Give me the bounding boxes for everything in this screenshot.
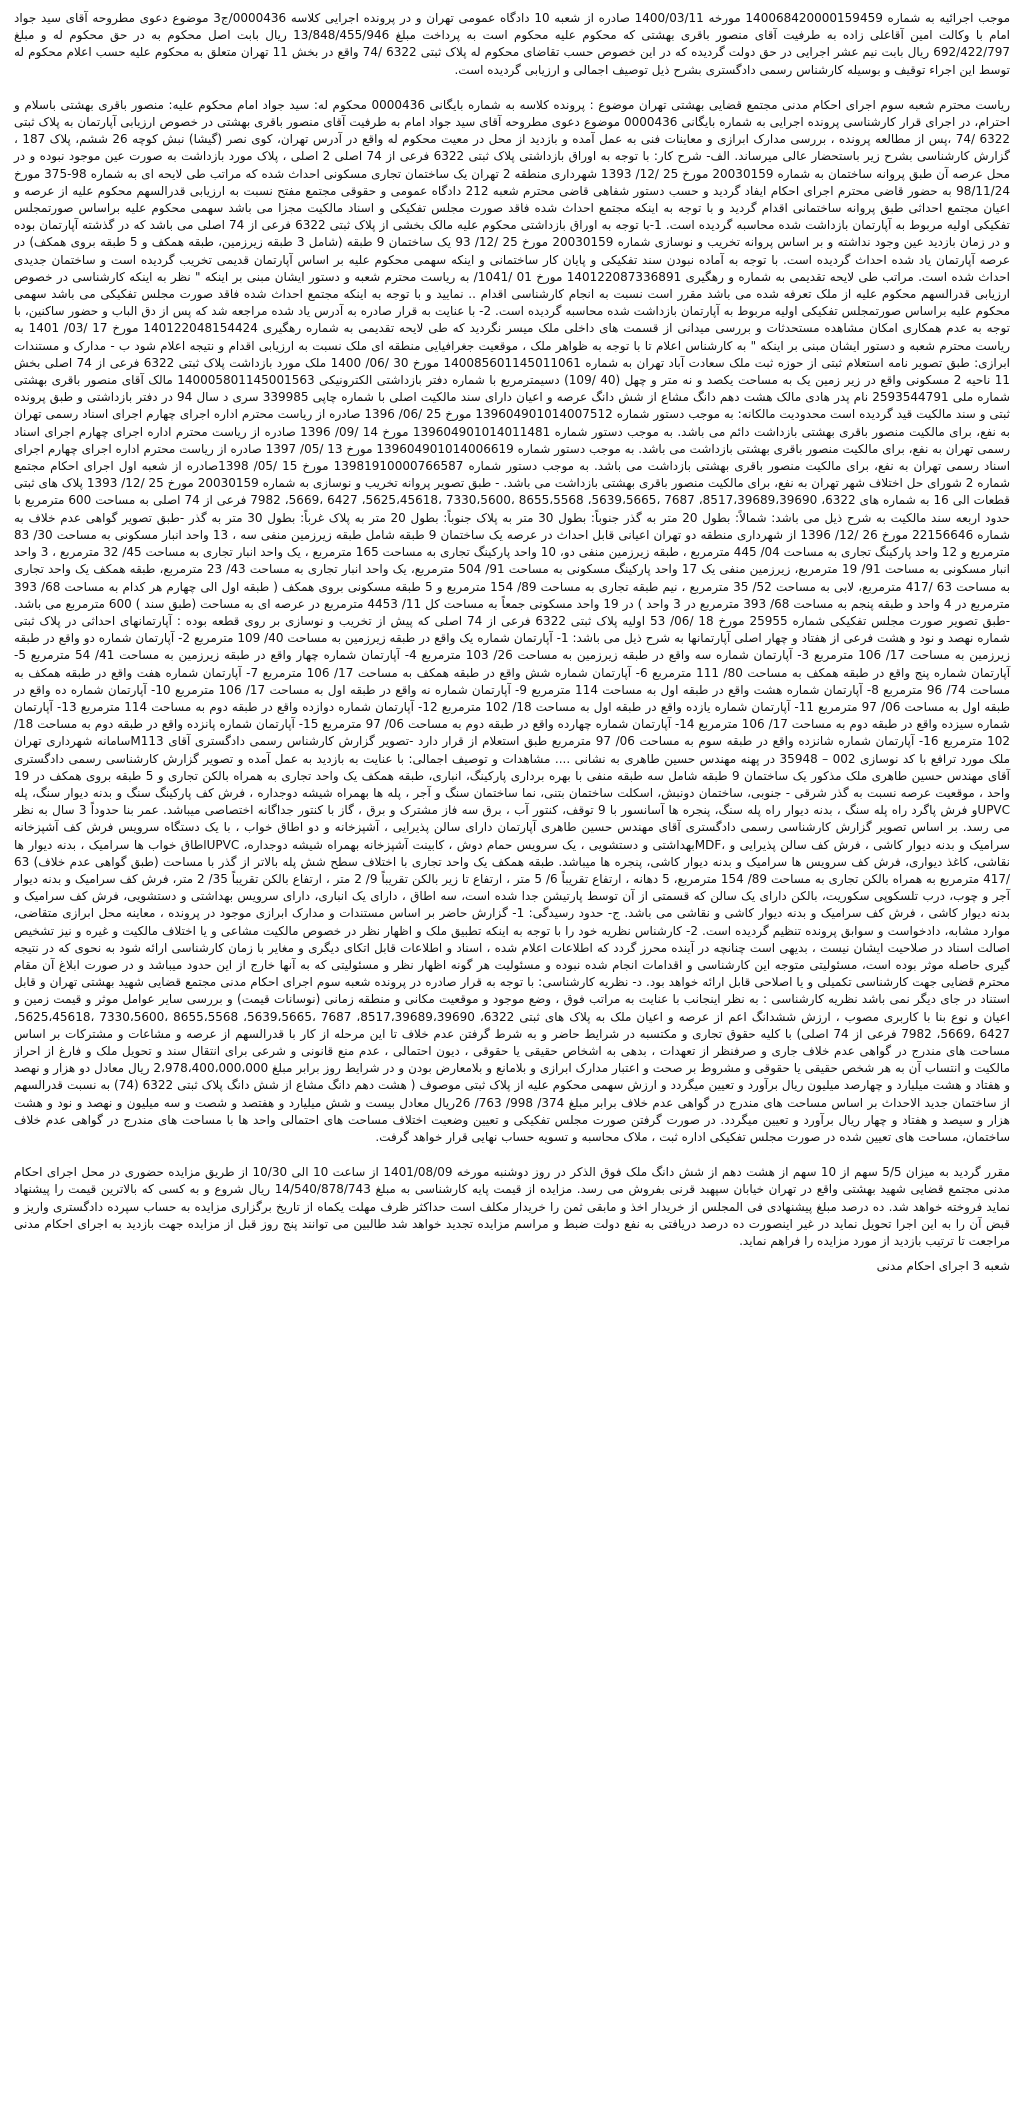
auction-terms-paragraph: مقرر گردید به میزان 5/5 سهم از 10 سهم از هشت دهم از شش دانگ ملک فوق الذکر در روز دوشنبه مورخه 1401/08/09 از ساعت 10 الی 10/30 از طریق مزایده حضوری در محل اجرای احکام مدنی مجتمع قضایی شهید بهشتی واقع در تهران خیابان سپهبد قرنی بفروش می رسد. مزایده از قیمت پایه کارشناسی به مبلغ 14/540/878/743 ریال شروع و به کسی که بالاترین قیمت را پیشنهاد نماید فروخته خواهد شد. ده درصد مبلغ پیشنهادی فی المجلس از خریدار اخذ و مابقی ثمن را خریدار مکلف است حداکثر ظرف مهلت یکماه از تاریخ برگزاری مزایده به حساب سپرده دادگستری واریز و قبض آن را به این اجرا تحویل نماید در غیر اینصورت ده درصد دریافتی به نفع دولت ضبط و مراسم مزایده تجدید خواهد شد طالبین می توانند پنج روز قبل از مزایده جهت بازدید به اجرای احکام مدنی مراجعت تا ترتیب بازدید از مورد مزایده را فراهم نماید.: [14, 1165, 1011, 1249]
expert-report-paragraph: ریاست محترم شعبه سوم اجرای احکام مدنی مجتمع قضایی بهشتی تهران موضوع : پرونده کلاسه به شماره بایگانی 0000436 محکوم له: سید جواد امام محکوم علیه: منصور باقری بهشتی باسلام و احترام، در اجرای قرار کارشناسی پرونده اجرایی به شماره بایگانی 0000436 موضوع دعوی مطروحه آقای سید جواد امام به طرفیت آقای منصور باقری بهشتی در خصوص ارزیابی آپارتمان به پلاک ثبتی 6322 /74 ،پس از مطالعه پرونده ، بررسی مدارک ابرازی و معاینات فنی به عمل آمده و بازدید از محل در معیت محکوم له واقع در آدرس تهران، کوی نصر (گیشا) نبش کوچه 26 ششم، پلاک 187 ، گزارش کارشناسی بشرح زیر باستحضار عالی میرساند. الف- شرح کار: با توجه به اوراق بازداشتی پلاک ثبتی 6322 فرعی از 74 اصلی 2 اصلی ، پلاک مورد بازداشت به صورت عین موجود نبوده و در محل عرصه آن طبق پروانه ساختمان به شماره 20030159 مورخ 25 /12/ 1393 شهرداری منطقه 2 تهران یک ساختمان تجاری مسکونی احداث شده که مراتب طی لایحه ای به شماره 98-375 مورخ 98/11/24 به حضور قاضی محترم اجرای احکام ایفاد گردید و حسب دستور شفاهی قاضی محترم شعبه 212 دادگاه عمومی و حقوقی مجتمع مفتح نسبت به ارزیابی قدرالسهم محکوم علیه از عرصه و اعیان مجتمع احداثی طبق پروانه ساختمانی اقدام گردید و با توجه به اینکه مجتمع احداث شده فاقد صورت مجلس تفکیکی و اسناد مالکیت مجزا می باشد سهمی محکوم علیه براساس صورتمجلس تفکیکی اولیه مربوط به آپارتمان بازداشت شده محاسبه گردیده است. 1-با توجه به اوراق بازداشتی محکوم علیه مالک بخشی از پلاک ثبتی 6322 فرعی از 74 اصلی می باشد که در گذشته آپارتمان بوده و در زمان بازدید عین وجود نداشته و بر اساس پروانه تخریب و نوسازی شماره 20030159 مورخ 25 /12/ 93 یک ساختمان 9 طبقه (شامل 3 طبقه زیرزمین، طبقه همکف و 5 طبقه بروی همکف) در عرصه آپارتمان یاد شده احداث گردیده است. با توجه به آماده نبودن سند تفکیکی و پایان کار ساختمانی و اینکه سهمی محکوم علیه بر اساس آپارتمان قدیمی تخریب گردیده است و ساختمان جدیدی احداث شده است. مراتب طی لایحه تقدیمی به شماره و رهگیری 140122087336891 مورخ 01 /1041/ به ریاست محترم شعبه و دستور ایشان مبنی بر اینکه " نظر به اینکه کارشناسی در خصوص ارزیابی قدرالسهم محکوم علیه از ملک تعرفه شده می باشد مقرر است نسبت به انجام کارشناسی اقدام .. نمایید و با توجه به اینکه مجتمع احداث شده فاقد صورت مجلس تفکیکی می باشد سهمی محکوم علیه براساس صورتمجلس تفکیکی اولیه مربوط به آپارتمان بازداشت شده محاسبه گردیده است. 2- با عنایت به قرار صادره به آدرس یاد شده مراجعه شد که پس از دق الباب و حضور ساکنین، با توجه به عدم همکاری امکان مشاهده مستحدثات و بررسی میدانی از قسمت های داخلی ملک میسر نگردید که طی لایحه تقدیمی به شماره رهگیری 140122048154424 مورخ 17 /03/ 1401 به ریاست محترم شعبه و دستور ایشان مبنی بر اینکه " به کارشناس اعلام تا با توجه به ظواهر ملک ، موقعیت جغرافیایی منطقه ای ملک نسبت به ارزیابی اقدام و نتیجه اعلام شود ب - مدارک و مستندات ابرازی: طبق تصویر نامه استعلام ثبتی از حوزه ثبت ملک سعادت آباد تهران به شماره 140085601145011061 مورخ 30 /06/ 1400 ملک مورد بازداشت پلاک ثبتی 6322 فرعی از 74 اصلی بخش 11 ناحیه 2 مسکونی واقع در زیر زمین یک به مساحت یکصد و نه متر و چهل (40 /109) دسیمترمربع با شماره دفتر بازداشتی الکترونیکی 140005801145001563 مالک آقای منصور باقری بهشتی شماره ملی 2593544791 نام پدر هادی مالک هشت دهم دانگ مشاع از شش دانگ عرصه و اعیان دارای سند مالکیت اصلی با شماره چاپی 339985 سری د سال 94 در دفتر بازداشتی و طبق پرونده ثبتی و سند مالکیت قید گردیده است محدودیت مالکانه: به موجب دستور شماره 139604901014007512 مورخ 25 /06/ 1396 صادره از ریاست محترم اداره اجرای چهارم اجرای اسناد رسمی تهران به نفع، برای مالکیت منصور باقری بهشتی بازداشت دائم می باشد. به موجب دستور شماره 139604901014011481 مورخ 14 /09/ 1396 صادره از ریاست محترم اداره اجرای چهارم اجرای اسناد رسمی تهران به نفع، برای مالکیت منصور باقری بهشتی بازداشت می باشد. به موجب دستور شماره 139604901014006619 مورخ 13 /05/ 1397 صادره از ریاست محترم اداره اجرای چهارم اجرای اسناد رسمی تهران به نفع، برای مالکیت منصور باقری بهشتی بازداشت می باشد. به موجب دستور شماره 13981910000766587 مورخ 15 /05/ 1398صادره از شعبه اول اجرای احکام مجتمع شماره 2 شورای حل اختلاف شهر تهران به نفع، برای مالکیت منصور باقری بهشتی بازداشت می باشد. - طبق تصویر پروانه تخریب و نوسازی به شماره 20030159 مورخ 25 /12/ 1393 پلاک های ثبتی قطعات الی 16 به شماره های 6322، 8517،39689،39690، 7687 ،5639،5665، 8655،5568 ،7330،5600 ،5625،45618، 6427 ،5669، 7982 فرعی از 74 اصلی به مساحت 600 مترمربع با حدود اربعه سند مالکیت به شرح ذیل می باشد: شمالاً: بطول 20 متر به گذر جنوباً: بطول 30 متر به پلاک جنوباً: بطول 20 متر به پلاک غرباً: بطول 30 متر به گذر -طبق تصویر گواهی عدم خلاف به شماره 22156646 مورخ 26 /12/ 1396 از شهرداری منطقه دو تهران اعیانی قابل احداث در عرصه یک ساختمان 9 طبقه شامل طبقه زیرزمین منفی سه ، 13 واحد انبار مسکونی به مساحت 30/ 83 مترمربع و 12 واحد پارکینگ تجاری به مساحت 04/ 445 مترمربع ، طبقه زیرزمین منفی دو، 10 واحد پارکینگ تجاری به مساحت 165 مترمربع ، یک واحد انبار تجاری به مساحت 45/ 32 مترمربع ، 3 واحد انبار مسکونی به مساحت 91/ 19 مترمربع، زیرزمین منفی یک 17 واحد پارکینگ مسکونی به مساحت 91/ 504 مترمربع، یک واحد انبار تجاری به مساحت 43/ 23 مترمربع، طبقه همکف یک واحد تجاری به مساحت 63 /417 مترمربع، لابی به مساحت 52/ 35 مترمربع ، نیم طبقه تجاری به مساحت 89/ 154 مترمربع و 5 طبقه مسکونی بروی همکف ( طبقه اول الی چهارم هر کدام به مساحت 68/ 393 مترمربع در 4 واحد و طبقه پنجم به مساحت 68/ 393 مترمربع در 3 واحد ) در 19 واحد مسکونی جمعاً به مساحت کل 11/ 4453 مترمربع در عرصه ای به مساحت (طبق سند ) 600 مترمربع می باشد. -طبق تصویر صورت مجلس تفکیکی شماره 25955 مورخ 18 /06/ 53 اولیه پلاک ثبتی 6322 فرعی از 74 اصلی که پیش از تخریب و نوسازی بر روی قطعه بوده : آپارتمانهای احداثی در پلاک ثبتی شماره نهصد و نود و هشت فرعی از هفتاد و چهار اصلی آپارتمانها به شرح ذیل می باشد: 1- آپارتمان شماره یک واقع در طبقه زیرزمین به مساحت 40/ 109 مترمربع 2- آپارتمان شماره دو واقع در طبقه زیرزمین به مساحت 17/ 106 مترمربع 3- آپارتمان شماره سه واقع در طبقه زیرزمین به مساحت 26/ 103 مترمربع 4- آپارتمان شماره چهار واقع در طبقه زیرزمین به مساحت 41/ 54 مترمربع 5- آپارتمان شماره پنج واقع در طبقه همکف به مساحت 80/ 111 مترمربع 6- آپارتمان شماره شش واقع در طبقه همکف به مساحت 17/ 106 مترمربع 7- آپارتمان شماره هفت واقع در طبقه همکف به مساحت 74/ 96 مترمربع 8- آپارتمان شماره هشت واقع در طبقه اول به مساحت 114 مترمربع 9- آپارتمان شماره نه واقع در طبقه اول به مساحت 17/ 106 مترمربع 10- آپارتمان شماره ده واقع در طبقه اول به مساحت 06/ 97 مترمربع 11- آپارتمان شماره یازده واقع در طبقه اول به مساحت 18/ 102 مترمربع 12- آپارتمان شماره دوازده واقع در طبقه دوم به مساحت 114 مترمربع 13- آپارتمان شماره سیزده واقع در طبقه دوم به مساحت 17/ 106 مترمربع 14- آپارتمان شماره چهارده واقع در طبقه دوم به مساحت 06/ 97 مترمربع 15- آپارتمان شماره پانزده واقع در طبقه دوم به مساحت 18/ 102 مترمربع 16- آپارتمان شماره شانزده واقع در طبقه سوم به مساحت 06/ 97 مترمربع طبق استعلام از قرار دارد -تصویر گزارش کارشناس رسمی دادگستری آقای M113سامانه شهرداری تهران ملک مورد ترافع با کد نوسازی 002 – 35948 در پهنه مهندس حسین طاهری به نشانی .... مشاهدات و توصیف اجمالی: با عنایت به بازدید به عمل آمده و تصویر گزارش کارشناسی رسمی دادگستری آقای مهندس حسین طاهری ملک مذکور یک ساختمان 9 طبقه شامل سه طبقه منفی با بهره برداری پارکینگ، انباری، طبقه همکف یک واحد تجاری به همراه بالکن تجاری و 5 طبقه بروی همکف در 19 واحد ، موقعیت عرصه نسبت به گذر شرقی - جنوبی، ساختمان دونبش، اسکلت ساختمان بتنی، نما ساختمان سنگ و آجر ، پله ها بهمراه شیشه دوجداره ، فرش کف پارکینگ سنگ و بدنه دیوار سنگ، پله UPVCو فرش پاگرد راه پله سنگ ، بدنه دیوار راه پله سنگ، پنجره ها آسانسور با 9 توقف، کنتور آب ، برق سه فاز مشترک و برق ، گاز با کنتور جداگانه اختصاصی میباشد. عمر بنا حدوداً 3 سال به نظر می رسد. بر اساس تصویر گزارش کارشناسی رسمی دادگستری آقای مهندس حسین طاهری آپارتمان دارای سالن پذیرایی ، آشپزخانه و دو اطاق خواب ، با یک دستگاه سرویس فرش کف آشپزخانه سرامیک و بدنه دیوار کاشی ، فرش کف سالن پذیرایی و ،MDFبهداشتی و دستشویی ، یک سرویس حمام دوش ، کابینت آشپزخانه بهمراه شیشه دوجداره، UPVCاطاق خواب ها سرامیک ، بدنه دیوار ها نقاشی، کاغذ دیواری، فرش کف سرویس ها سرامیک و بدنه دیوار کاشی، پنجره ها میباشد. طبقه همکف یک واحد تجاری با اختلاف سطح شش پله بالاتر از گذر با مساحت (طبق گواهی عدم خلاف) 63 /417 مترمربع به همراه بالکن تجاری به مساحت 89/ 154 مترمربع، 5 دهانه ، ارتفاع تقریباً 6/ 5 متر ، ارتفاع تا زیر بالکن تقریباً 9/ 2 متر ، ارتفاع بالکن تقریباً 35/ 2 متر، فرش کف سرامیک و بدنه دیوار آجر و چوب، درب تلسکوپی سکوریت، بالکن دارای یک سالن که قسمتی از آن توسط پارتیشن جدا شده است، سه اطاق ، دارای یک انباری، دارای سرویس بهداشتی و دستشویی، فرش کف سرامیک و بدنه دیوار کاشی ، فرش کف سرامیک و بدنه دیوار کاشی و نقاشی می باشد. ج- حدود رسیدگی: 1- گزارش حاضر بر اساس مستندات و مدارک ابرازی موجود در پرونده ، معاینه محل ابرازی متقاضی، موارد مشابه، دادخواست و سوابق پرونده تنظیم گردیده است. 2- کارشناس نظریه خود را با توجه به اینکه تطبیق ملک و اظهار نظر در خصوص مالکیت مشاعی و یا اختلاف مالکیت و غیره و نیز تشخیص اصالت اسناد در صلاحیت ایشان نیست ، بدیهی است چنانچه در آینده محرز گردد که اطلاعات اعلام شده ، اسناد و اطلاعات قابل اتکای دیگری و مغایر با زمان کارشناسی ارائه شود به نحوی که در نتیجه گیری حاصله موثر بوده است، مسئولیتی متوجه این کارشناسی و اقدامات انجام شده نبوده و مسئولیت هر گونه اظهار نظر و مسئولیتی که به آنها خارج از این حدود میباشد و در صورت ابلاغ آن مقام محترم قضایی جهت کارشناسی تکمیلی و یا اصلاحی قابل ارائه خواهد بود. د- نظریه کارشناسی: با توجه به قرار صادره در پرونده شعبه سوم اجرای احکام مدنی مجتمع قضایی شهید بهشتی تهران و قابل استناد در جای دیگر نمی باشد نظریه کارشناسی : به نظر اینجانب با عنایت به مراتب فوق ، وضع موجود و موقعیت مکانی و منطقه زمانی (نوسانات قیمت) و بررسی سایر عوامل موثر و قیمت زمین و اعیان و نوع بنا با کاربری مصوب ، ارزش ششدانگ اعم از عرصه و اعیان ملک به پلاک های ثبتی 6322، 8517،39689،39690، 7687 ،5639،5665، 8655،5568 ،7330،5600 ،5625،45618، 6427 ،5669، 7982 فرعی از 74 اصلی) با کلیه حقوق تجاری و مکتسبه در شرایط حاضر و به شرط گرفتن عدم خلاف تا این مرحله از کار با قدرالسهم از عرصه و مشاعات و مشترکات بر اساس مساحت های مندرج در گواهی عدم خلاف جاری و صرفنظر از تعهدات ، بدهی به اشخاص حقیقی یا حقوقی ، دیون احتمالی ، عدم منع قانونی و شرعی برای انتقال سند و تحویل ملک و فارغ از احراز مالکیت و انتساب آن به هر شخص حقیقی یا حقوقی و مشروط بر صحت و اعتبار مدارک ابرازی و بلامانع و بلامعارض بودن و در شرایط روز برابر مبلغ 2،978،400،000،000 ریال معادل دو هزار و نهصد و هفتاد و هشت میلیارد و چهارصد میلیون ریال برآورد و تعیین میگردد و ارزش سهمی محکوم علیه از پلاک ثبتی موصوف ( هشت دهم دانگ مشاع از شش دانگ پلاک ثبتی 6322 (74) به نسبت قدرالسهم از ساختمان جدید الاحداث بر اساس مساحت های مندرج در گواهی عدم خلاف برابر مبلغ 374/ 998/ 763/ 26ریال معادل بیست و شش میلیارد و هفتصد و شصت و سه میلیون و نهصد و نود و هشت هزار و سیصد و هفتاد و چهار ریال برآورد و تعیین میگردد. در صورت گرفتن صورت مجلس تفکیکی و تعیین وضعیت اختلاف مساحت های احتمالی واحد ها با مساحت های مندرج در گواهی عدم خلاف ساختمان، مساحت های تعیین شده در صورت مجلس تفکیکی اداره ثبت ، ملاک محاسبه و تسویه حساب نهایی قرار خواهد گرفت.: [14, 97, 1011, 1144]
enforcement-order-paragraph: موجب اجرائیه به شماره 140068420000159459 مورخه 1400/03/11 صادره از شعبه 10 دادگاه عمومی تهران و در پرونده اجرایی کلاسه 0000436/ج3 موضوع دعوی مطروحه آقای سید جواد امام با وکالت امین آقاعلی زاده به طرفیت آقای منصور باقری بهشتی که محکوم علیه محکوم است به پرداخت مبلغ 13/848/455/946 ریال بابت اصل محکوم به در حق محکوم له و مبلغ 692/422/797 ریال بابت نیم عشر اجرایی در حق دولت گردیده که در این خصوص حسب تقاضای محکوم له پلاک ثبتی 6322 /74 واقع در بخش 11 تهران متعلق به محکوم علیه حسب اعلام محکوم له توسط این اجراء توقیف و بوسیله کارشناس رسمی دادگستری بشرح ذیل توصیف اجمالی و ارزیابی گردیده است.: [14, 11, 1011, 77]
issuing-branch-signature: شعبه 3 اجرای احکام مدنی: [876, 1259, 1010, 1274]
